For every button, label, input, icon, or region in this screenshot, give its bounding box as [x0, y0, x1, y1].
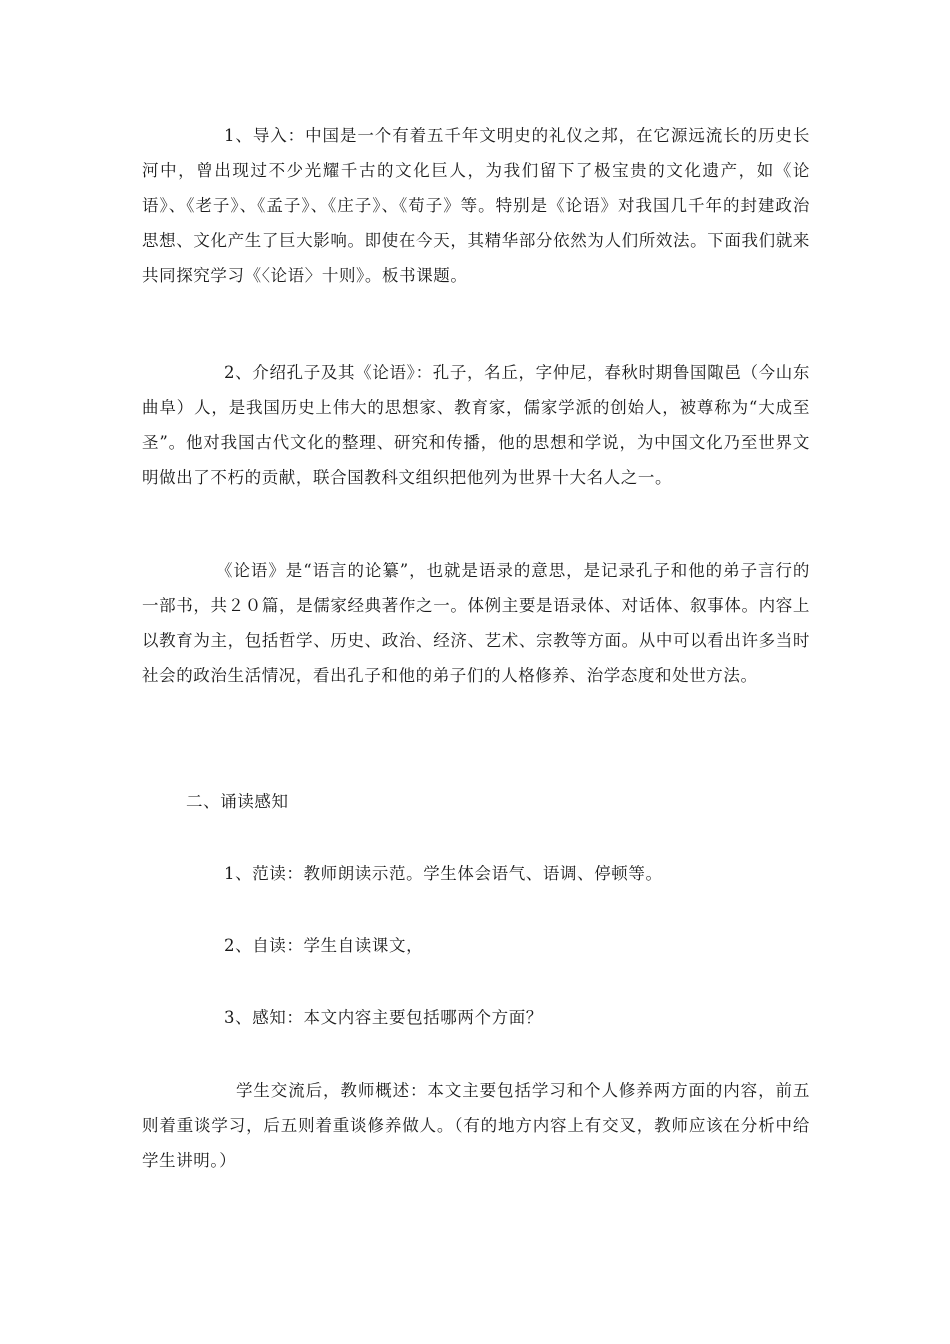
section-heading-recitation: 二、诵读感知: [186, 792, 289, 811]
step-perception: 3、感知：本文内容主要包括哪两个方面？: [224, 1008, 543, 1027]
teacher-summary-paragraph: 学生交流后，教师概述：本文主要包括学习和个人修养两方面的内容，前五则着重谈学习，后五则着重谈修养做人。（有的地方内容上有交叉，教师应该在分析中给学生讲明。）: [142, 1081, 810, 1170]
step-self-reading: 2、自读：学生自读课文，: [224, 936, 424, 955]
analects-paragraph: 《论语》是“语言的论纂”，也就是语录的意思，是记录孔子和他的弟子言行的一部书，共２０篇，是儒家经典著作之一。体例主要是语录体、对话体、叙事体。内容上以教育为主，包括哲学、历史、政治、经济、艺术、宗教等方面。从中可以看出许多当时社会的政治生活情况，看出孔子和他的弟子们的人格修养、治学态度和处世方法。: [142, 561, 810, 685]
confucius-paragraph: 2、介绍孔子及其《论语》：孔子，名丘，字仲尼，春秋时期鲁国陬邑（今山东曲阜）人，是我国历史上伟大的思想家、教育家，儒家学派的创始人，被尊称为“大成至圣”。他对我国古代文化的整理、研究和传播，他的思想和学说，为中国文化乃至世界文明做出了不朽的贡献，联合国教科文组织把他列为世界十大名人之一。: [142, 363, 810, 487]
intro-paragraph: 1、导入：中国是一个有着五千年文明史的礼仪之邦，在它源远流长的历史长河中，曾出现过不少光耀千古的文化巨人，为我们留下了极宝贵的文化遗产，如《论语》、《老子》、《孟子》、《庄子》、《荀子》等。特别是《论语》对我国几千年的封建政治思想、文化产生了巨大影响。即使在今天，其精华部分依然为人们所效法。下面我们就来共同探究学习《〈论语〉十则》。板书课题。: [142, 126, 810, 285]
step-model-reading: 1、范读：教师朗读示范。学生体会语气、语调、停顿等。: [224, 864, 663, 883]
